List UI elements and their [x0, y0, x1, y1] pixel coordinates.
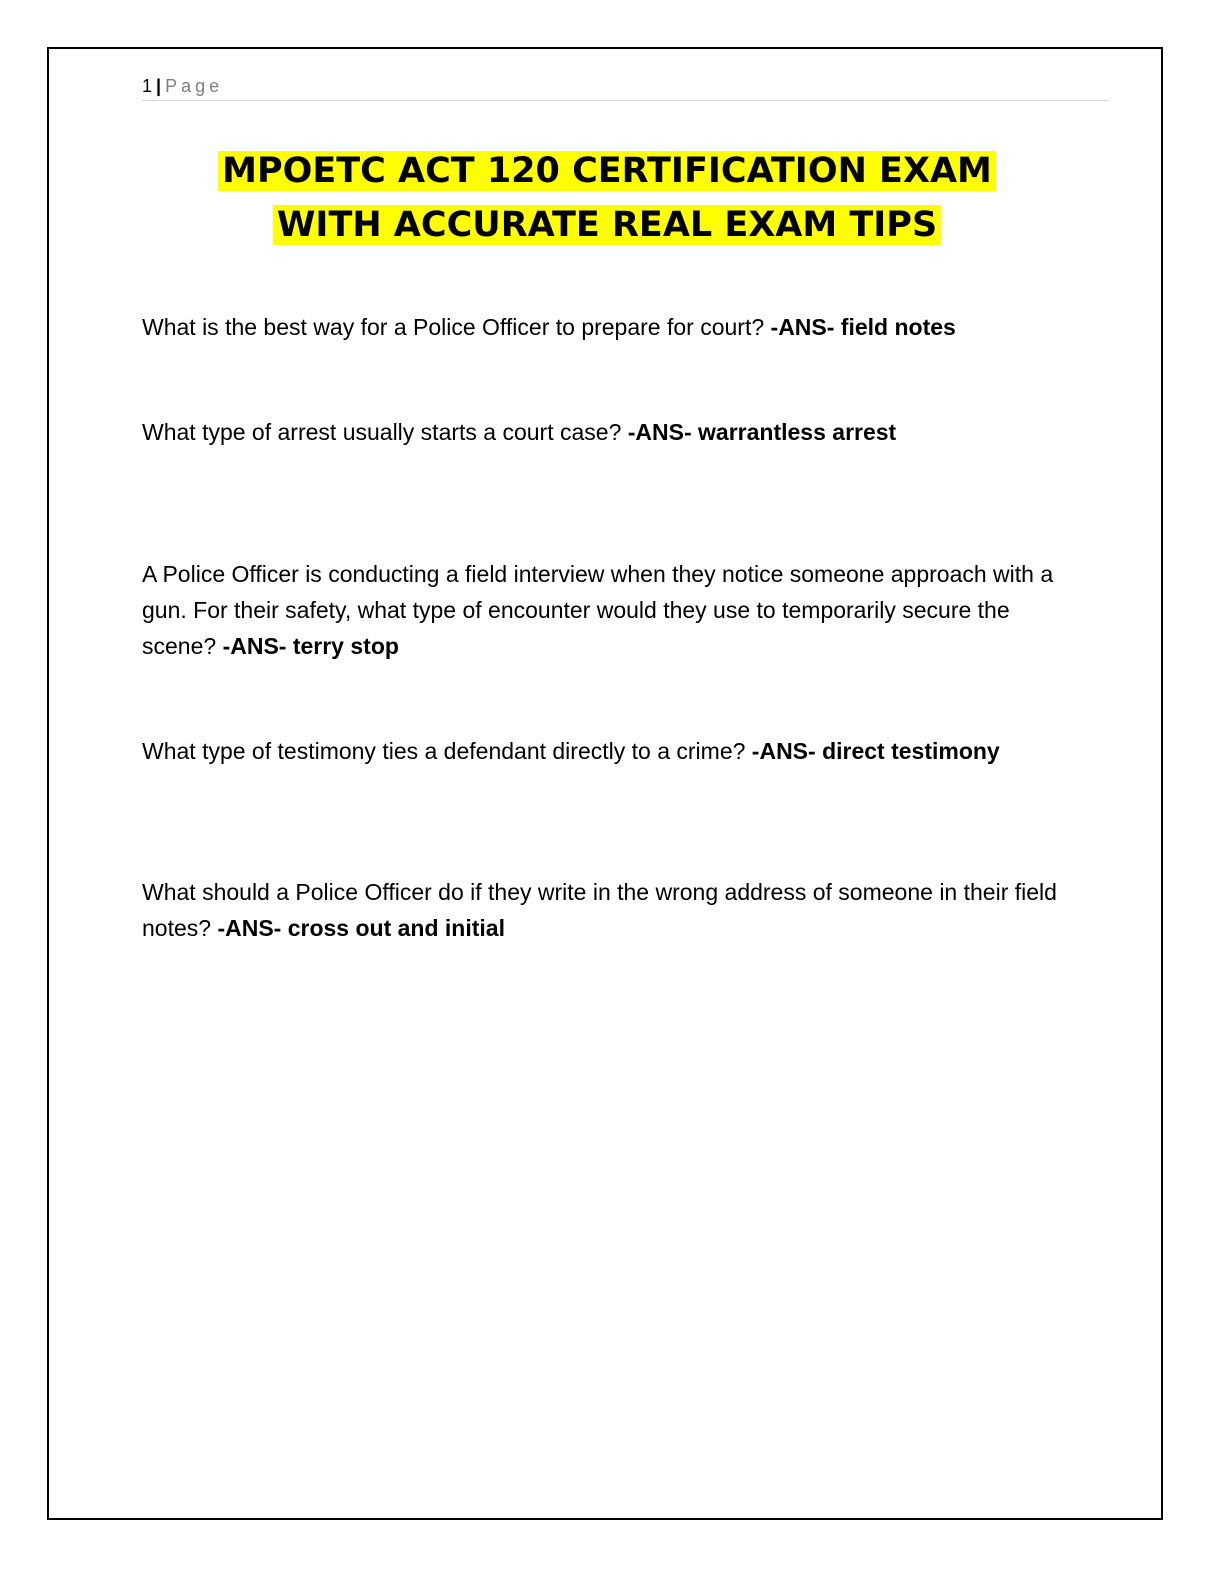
question-text: What type of testimony ties a defendant directly to a crime?	[142, 738, 746, 764]
page-separator: |	[156, 76, 162, 96]
title-line-1: MPOETC ACT 120 CERTIFICATION EXAM	[218, 151, 996, 191]
qa-item	[142, 309, 1072, 345]
page-label: Page	[165, 76, 224, 96]
answer-text: -ANS- terry stop	[222, 633, 399, 659]
question-text: A Police Officer is conducting a field interview when they notice someone approach with a gun. For their safety, what type of encounter would they use to temporarily secure the scene?	[142, 561, 1054, 659]
document-title	[142, 144, 1072, 252]
qa-item	[142, 414, 1072, 450]
page-border	[47, 47, 1163, 1520]
page-header	[142, 74, 1109, 101]
answer-text: -ANS- warrantless arrest	[627, 419, 897, 445]
title-line-2: WITH ACCURATE REAL EXAM TIPS	[273, 205, 941, 245]
answer-text: -ANS- cross out and initial	[217, 915, 505, 941]
question-text: What type of arrest usually starts a court case?	[142, 419, 622, 445]
question-text: What should a Police Officer do if they write in the wrong address of someone in their field notes?	[142, 879, 1057, 941]
question-text: What is the best way for a Police Officer to prepare for court?	[142, 314, 765, 340]
answer-text: -ANS- field notes	[770, 314, 956, 340]
page-number: 1	[142, 76, 153, 96]
answer-text: -ANS- direct testimony	[751, 738, 1000, 764]
qa-item	[142, 733, 1072, 769]
qa-item	[142, 556, 1072, 664]
qa-item	[142, 874, 1072, 946]
